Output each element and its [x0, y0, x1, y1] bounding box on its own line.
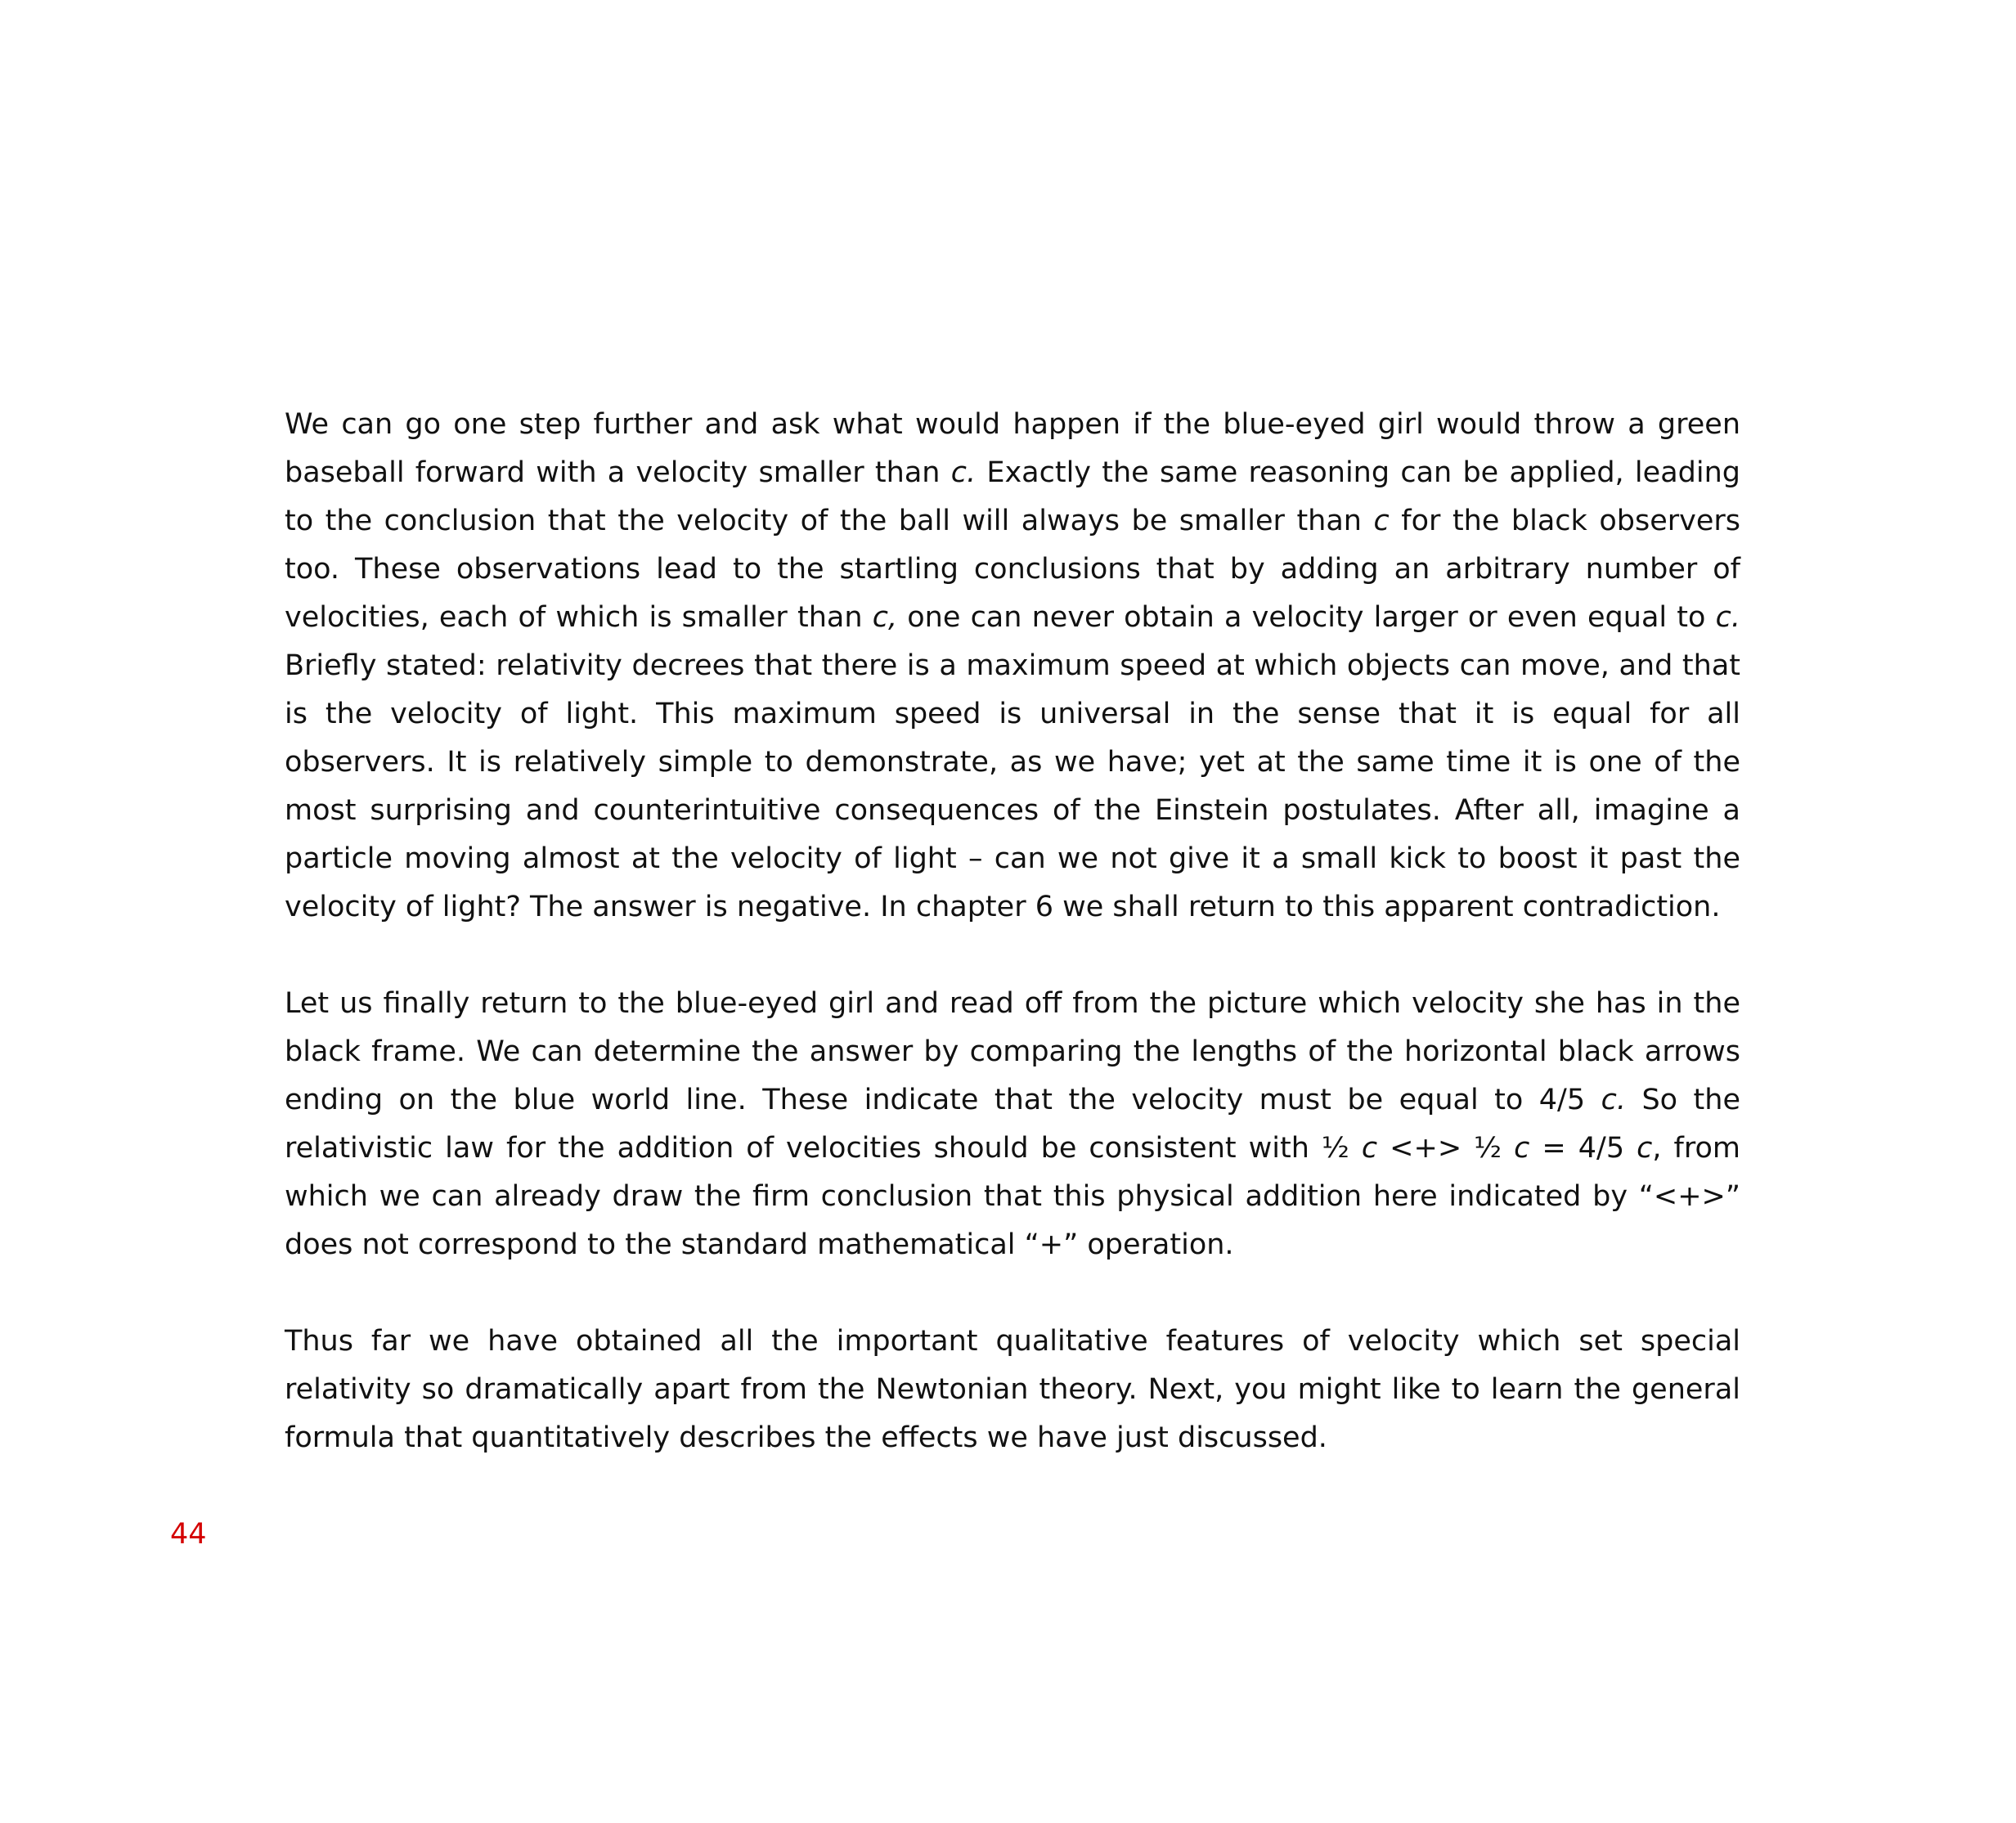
paragraph-velocity-addition: Let us finally return to the blue-eyed girl and read off from the picture which velocity she has in the black frame. We can determine the answer by comparing the lengths of the horizontal black arrows ending on the blue world line. These indicate that the velocity must be equal to 4/5 c. So the relativistic law for the addition of velocities should be consistent with ½ c <+> ½ c = 4/5 c, from which we can already draw the firm conclusion that this physical addition here indicated by “<+>” does not correspond to the standard mathematical “+” operation. [285, 987, 1740, 1261]
page-number: 44 [170, 1518, 207, 1551]
body-text [285, 401, 1740, 1462]
paragraph-speed-limit: We can go one step further and ask what would happen if the blue-eyed girl would throw a green baseball forward with a velocity smaller than c. Exactly the same reasoning can be applied, leading to the conclusion that the velocity of the ball will always be smaller than c for the black observers too. These observations lead to the startling conclusions that by adding an arbitrary number of velocities, each of which is smaller than c, one can never obtain a velocity larger or even equal to c. Briefly stated: relativity decrees that there is a maximum speed at which objects can move, and that is the velocity of light. This maximum speed is universal in the sense that it is equal for all observers. It is relatively simple to demonstrate, as we have; yet at the same time it is one of the most surprising and counterintuitive consequences of the Einstein postulates. After all, imagine a particle moving almost at the velocity of light – can we not give it a small kick to boost it past the velocity of light? The answer is negative. In chapter 6 we shall return to this apparent contradiction. [285, 408, 1740, 923]
paragraph-summary: Thus far we have obtained all the important qualitative features of velocity which set special relativity so dramatically apart from the Newtonian theory. Next, you might like to learn the general formula that quantitatively describes the effects we have just discussed. [285, 1325, 1740, 1454]
